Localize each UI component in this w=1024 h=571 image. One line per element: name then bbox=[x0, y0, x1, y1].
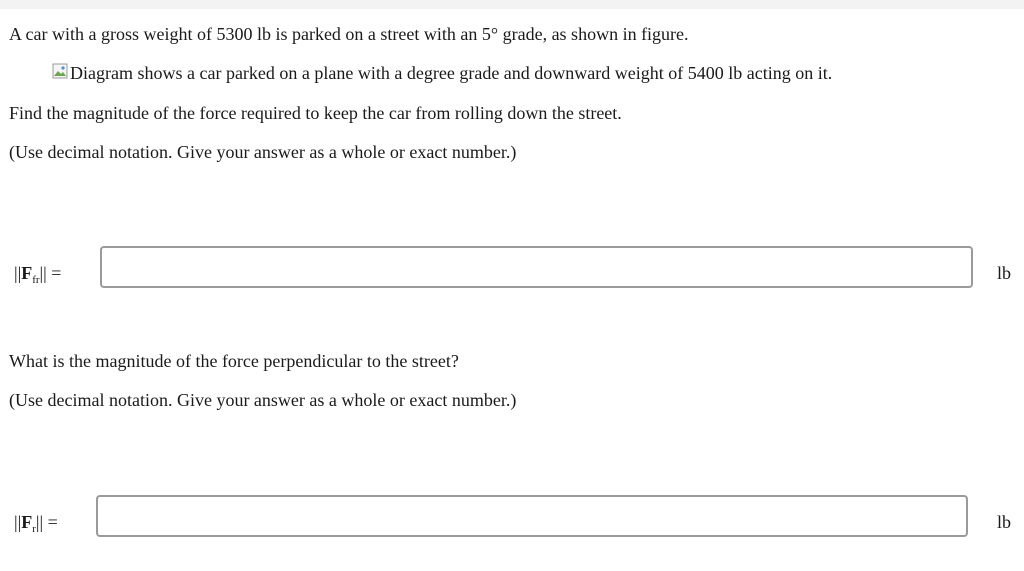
broken-image-icon bbox=[52, 63, 68, 79]
q2-answer-input[interactable] bbox=[96, 495, 968, 537]
problem-intro: A car with a gross weight of 5300 lb is parked on a street with an 5° grade, as shown in figure. bbox=[9, 24, 689, 44]
q2-note: (Use decimal notation. Give your answer as a whole or exact number.) bbox=[9, 390, 517, 410]
q1-prompt: Find the magnitude of the force required to keep the car from rolling down the street. bbox=[9, 103, 622, 123]
diagram-alt-text: Diagram shows a car parked on a plane with a degree grade and downward weight of 5400 lb acting on it. bbox=[70, 63, 833, 83]
top-bar bbox=[0, 0, 1024, 9]
q1-answer-input[interactable] bbox=[100, 246, 973, 288]
q1-label: $||F_{fr}||$ = bbox=[14, 263, 62, 286]
q2-label: $||F_r||$ = bbox=[14, 512, 58, 535]
diagram-image bbox=[52, 62, 832, 84]
q2-unit: lb bbox=[997, 512, 1012, 532]
q1-unit: lb bbox=[997, 263, 1012, 283]
q1-note: (Use decimal notation. Give your answer as a whole or exact number.) bbox=[9, 142, 517, 162]
q2-prompt: What is the magnitude of the force perpendicular to the street? bbox=[9, 351, 459, 371]
